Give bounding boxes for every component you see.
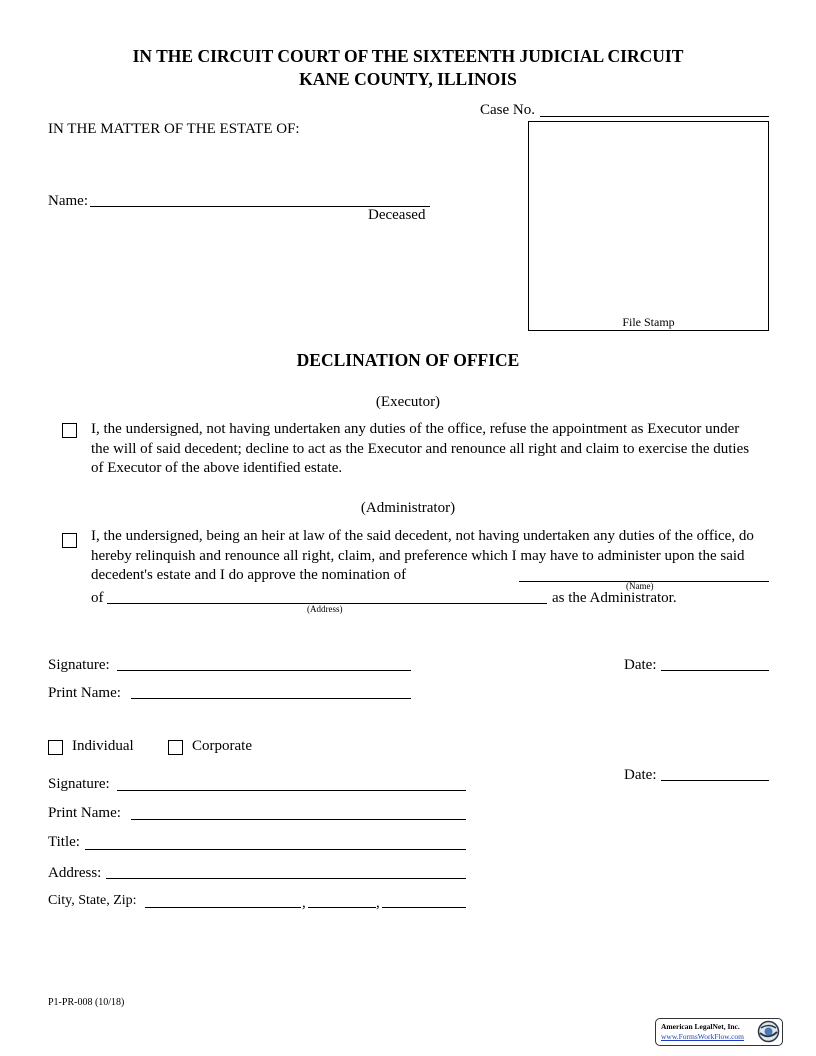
logo-url[interactable]: www.FormsWorkFlow.com: [661, 1032, 745, 1041]
executor-declaration-text: I, the undersigned, not having undertaken any duties of the office, refuse the appointment as Executor under the will of said decedent; decline to act as the Executor and renounce all right and claim to exercise the duties of Executor of the above identified estate.: [91, 421, 750, 476]
as-administrator-label: as the Administrator.: [552, 590, 677, 606]
case-number-label: Case No.: [480, 102, 535, 118]
state-field[interactable]: [308, 907, 376, 908]
corporate-label: Corporate: [192, 738, 252, 754]
city-field[interactable]: [145, 907, 301, 908]
executor-checkbox[interactable]: [62, 423, 77, 438]
signature-label: Signature:: [48, 657, 110, 673]
case-number-field[interactable]: [540, 116, 769, 117]
file-stamp-box: [528, 121, 769, 331]
individual-label: Individual: [72, 738, 134, 754]
corporate-signature-label: Signature:: [48, 776, 110, 792]
county-heading: KANE COUNTY, ILLINOIS: [299, 69, 517, 89]
address-field[interactable]: [106, 878, 466, 879]
address-label: Address:: [48, 865, 102, 881]
city-state-zip-label: City, State, Zip:: [48, 893, 137, 908]
print-name-label: Print Name:: [48, 685, 121, 701]
administrator-text-block: I, the undersigned, being an heir at law of the said decedent, not having undertaken any duties of the office, do hereby relinquish and renounce all right, claim, and preference which I may have to administer upon the said decedent's estate and I do approve the nomination of: [91, 528, 754, 583]
state-zip-comma: ,: [376, 895, 380, 911]
date-field[interactable]: [661, 670, 769, 671]
nominee-address-caption: (Address): [307, 604, 343, 614]
form-id: P1-PR-008 (10/18): [48, 997, 125, 1008]
corporate-date-label: Date:: [624, 767, 657, 783]
zip-field[interactable]: [382, 907, 466, 908]
executor-heading: (Executor): [375, 394, 441, 410]
date-label: Date:: [624, 657, 657, 673]
decedent-name-label: Name:: [48, 193, 88, 209]
city-state-comma: ,: [302, 895, 306, 911]
administrator-checkbox[interactable]: [62, 533, 77, 548]
deceased-label: Deceased: [368, 207, 426, 223]
title-field[interactable]: [85, 849, 466, 850]
print-name-field[interactable]: [131, 698, 411, 699]
signature-field[interactable]: [117, 670, 411, 671]
title-label: Title:: [48, 834, 80, 850]
court-heading: IN THE CIRCUIT COURT OF THE SIXTEENTH JUDICIAL CIRCUIT: [132, 46, 684, 66]
corporate-print-name-field[interactable]: [131, 819, 466, 820]
estate-matter-label: IN THE MATTER OF THE ESTATE OF:: [48, 121, 300, 137]
file-stamp-label: File Stamp: [622, 315, 675, 329]
corporate-date-field[interactable]: [661, 780, 769, 781]
nominee-name-caption: (Name): [626, 581, 654, 591]
corporate-checkbox[interactable]: [168, 740, 183, 755]
globe-icon: [757, 1020, 780, 1043]
individual-checkbox[interactable]: [48, 740, 63, 755]
corporate-signature-field[interactable]: [117, 790, 466, 791]
form-title: DECLINATION OF OFFICE: [296, 350, 520, 370]
logo-company-name: American LegalNet, Inc.: [661, 1022, 740, 1031]
american-legalnet-logo: [655, 1018, 783, 1046]
corporate-print-name-label: Print Name:: [48, 805, 121, 821]
administrator-heading: (Administrator): [360, 500, 456, 516]
of-label: of: [91, 590, 104, 606]
